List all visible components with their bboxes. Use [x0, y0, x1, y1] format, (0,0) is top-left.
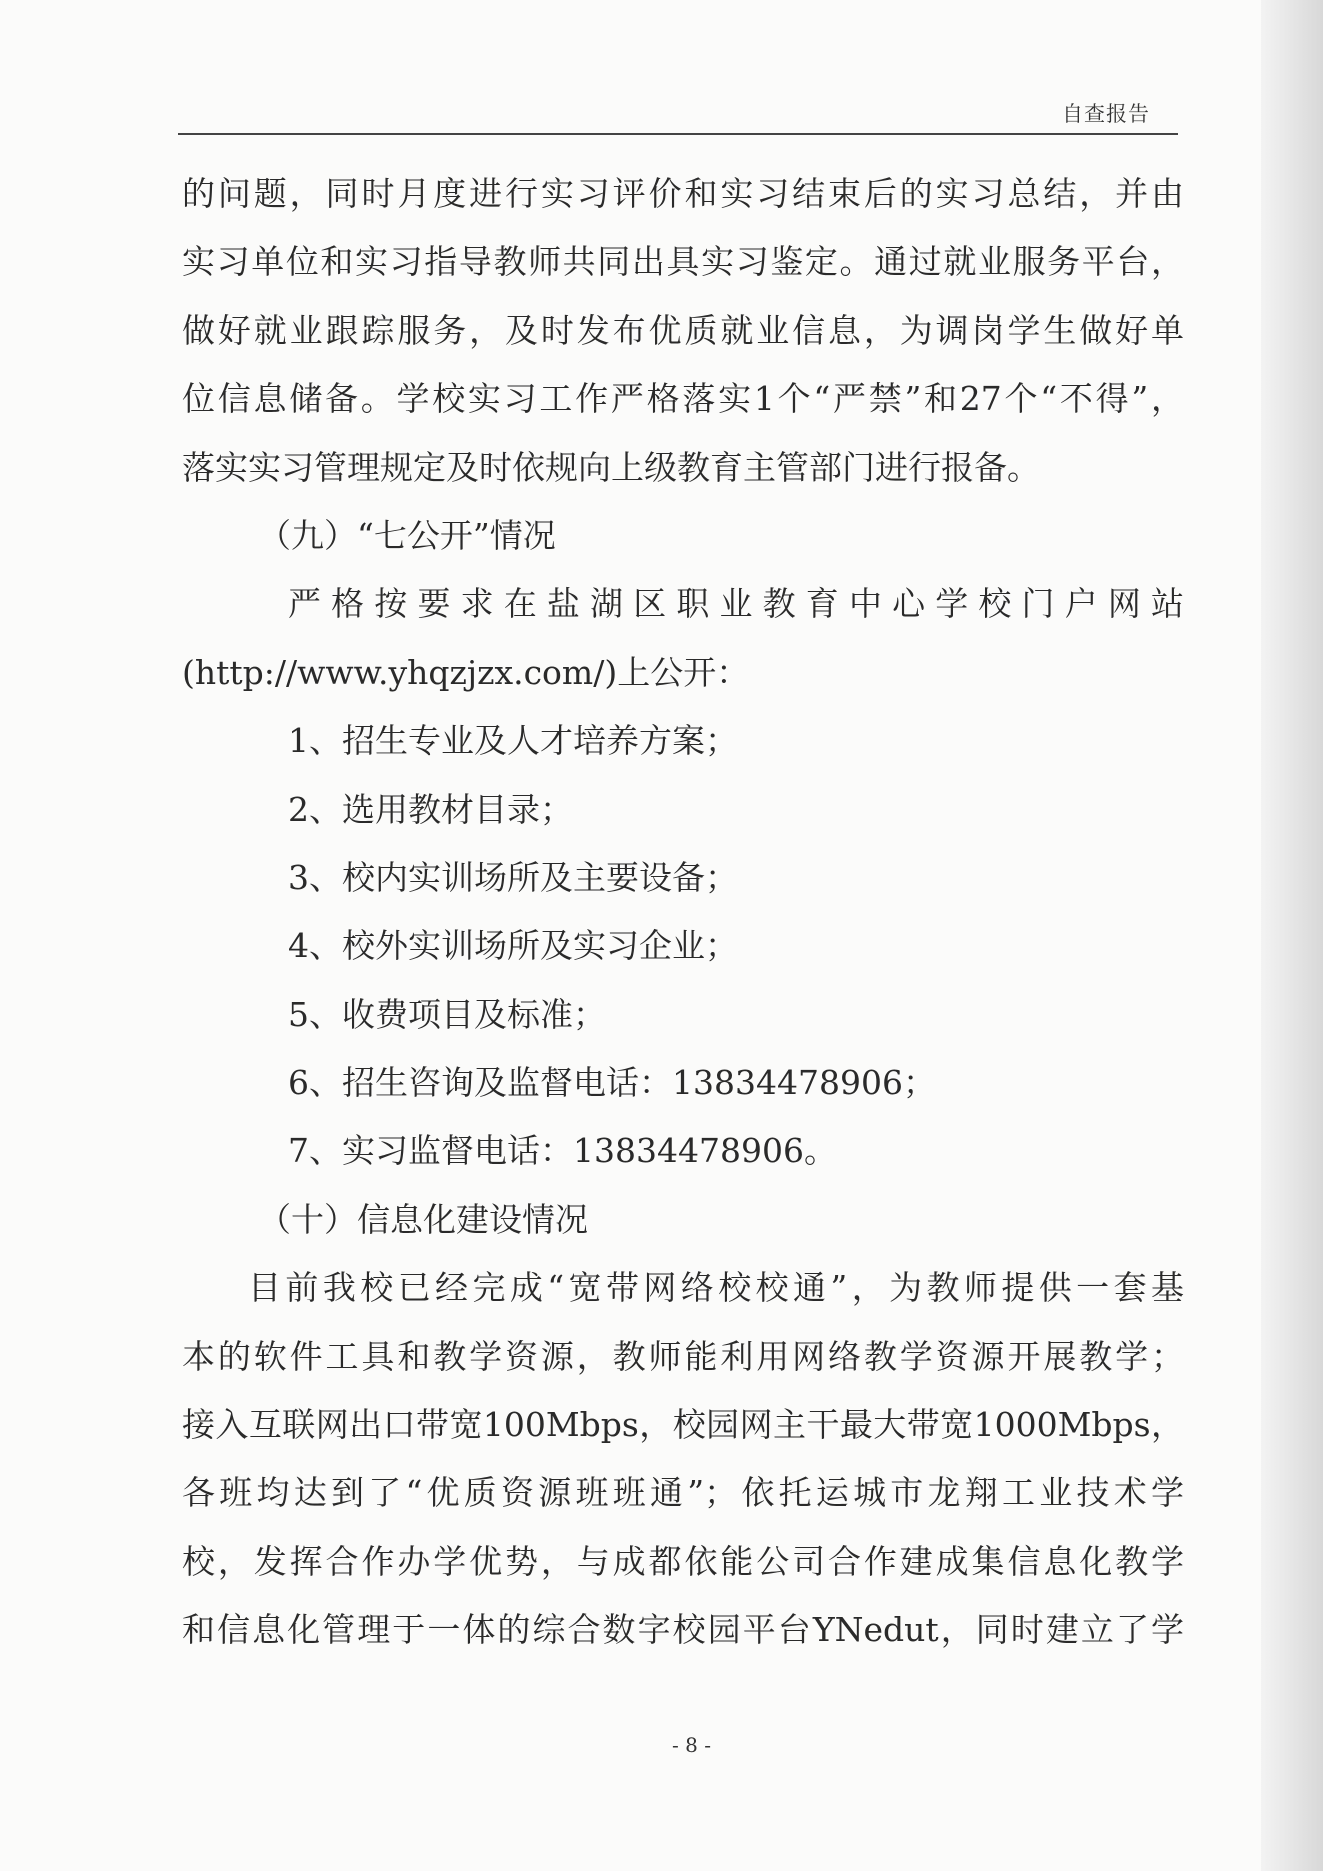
list-item: 5、收费项目及标准； [288, 994, 606, 1034]
list-item: 2、选用教材目录； [288, 789, 573, 829]
paragraph-line: 目前我校已经完成“宽带网络校校通”，为教师提供一套基 [248, 1268, 1184, 1308]
paragraph-line: 做好就业跟踪服务，及时发布优质就业信息，为调岗学生做好单 [182, 310, 1184, 350]
paragraph-line: 严格按要求在盐湖区职业教育中心学校门户网站 [288, 584, 1184, 624]
running-header: 自查报告 [1062, 102, 1150, 126]
paragraph-line: 落实实习管理规定及时依规向上级教育主管部门进行报备。 [182, 447, 1040, 487]
paragraph-line: 和信息化管理于一体的综合数字校园平台YNedut，同时建立了学 [182, 1610, 1184, 1650]
list-item: 6、招生咨询及监督电话：13834478906； [288, 1063, 936, 1103]
section-heading: （九）“七公开”情况 [258, 515, 556, 555]
paragraph-line: 接入互联网出口带宽100Mbps，校园网主干最大带宽1000Mbps， [182, 1405, 1184, 1445]
paragraph-line: 校，发挥合作办学优势，与成都依能公司合作建成集信息化教学 [182, 1541, 1184, 1581]
section-heading: （十）信息化建设情况 [258, 1199, 588, 1239]
paragraph-line: 本的软件工具和教学资源，教师能利用网络教学资源开展教学； [182, 1336, 1184, 1376]
paragraph-line: 位信息储备。学校实习工作严格落实1个“严禁”和27个“不得”， [182, 379, 1184, 419]
list-item: 7、实习监督电话：13834478906。 [288, 1131, 837, 1171]
paragraph-line: 实习单位和实习指导教师共同出具实习鉴定。通过就业服务平台， [182, 242, 1184, 282]
website-url: (http://www.yhqzjzx.com/)上公开： [182, 652, 750, 692]
paragraph-line: 各班均达到了“优质资源班班通”；依托运城市龙翔工业技术学 [182, 1473, 1184, 1513]
page-number: - 8 - [672, 1733, 711, 1757]
list-item: 3、校内实训场所及主要设备； [288, 857, 738, 897]
list-item: 4、校外实训场所及实习企业； [288, 926, 738, 966]
header-rule [178, 133, 1178, 135]
paragraph-line: 的问题，同时月度进行实习评价和实习结束后的实习总结，并由 [182, 174, 1184, 213]
body-text [182, 174, 1184, 1679]
scan-shadow-edge [1261, 0, 1323, 1871]
list-item: 1、招生专业及人才培养方案； [288, 721, 738, 761]
